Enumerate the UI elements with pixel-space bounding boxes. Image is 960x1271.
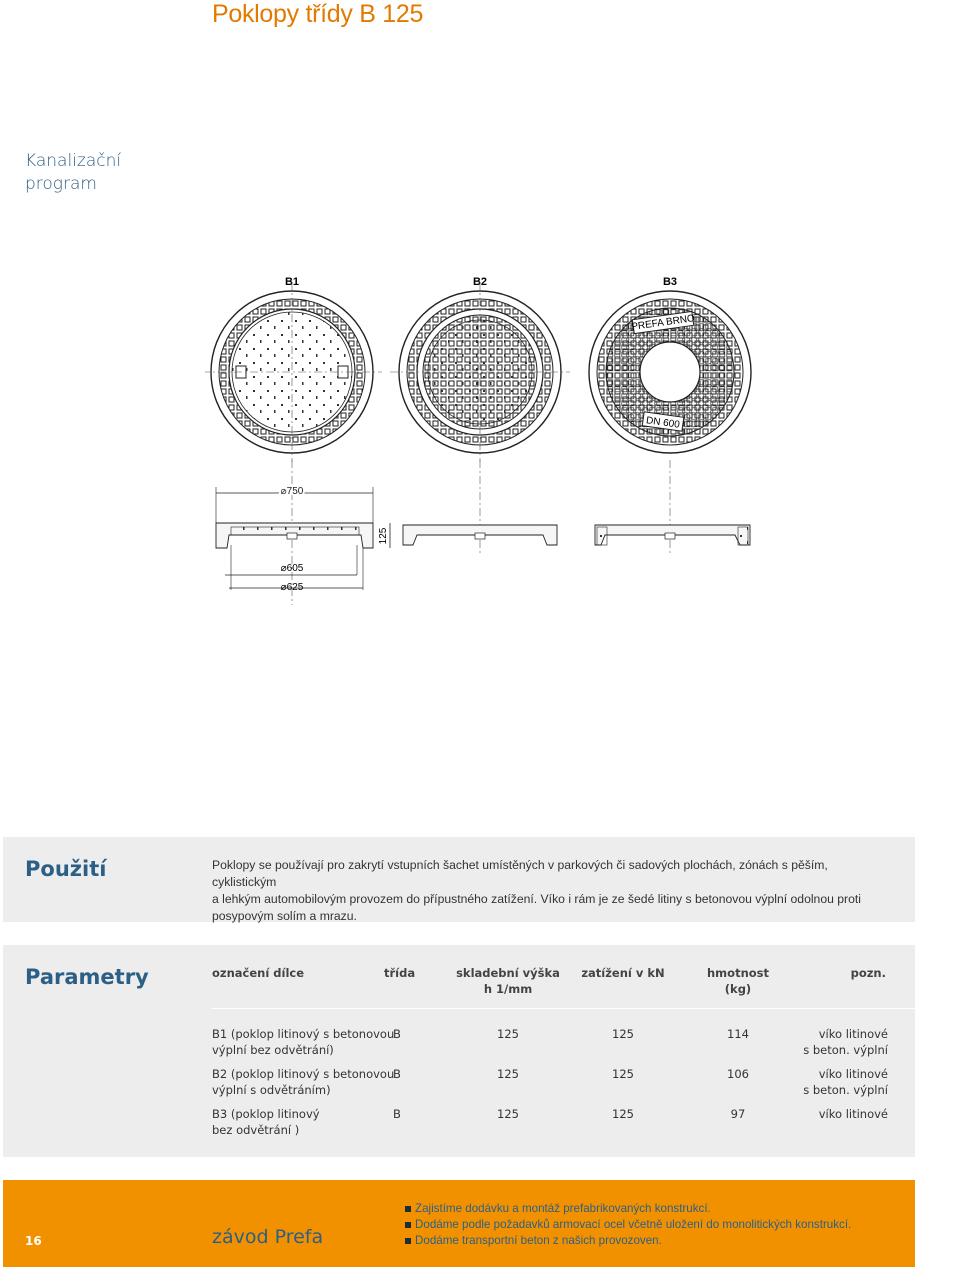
row-name-line1: B2 (poklop litinový s betonovou: [212, 1067, 395, 1081]
col-header-height-line1: skladební výška: [456, 966, 560, 980]
row-note-line2: s beton. výplní: [803, 1043, 888, 1057]
row-weight: 114: [727, 1027, 749, 1041]
technical-drawing: [205, 265, 765, 605]
row-name: [212, 1106, 320, 1138]
label-b3: B3: [662, 276, 678, 288]
row-weight: 106: [727, 1067, 749, 1081]
cover-b1-section: [216, 523, 373, 548]
brand-name: závod Prefa: [212, 1226, 324, 1248]
usage-text-line3: posypovým solím a mrazu.: [212, 909, 357, 923]
dim-750: ⌀750: [280, 486, 304, 497]
dim-625: ⌀625: [280, 582, 304, 593]
usage-heading: Použití: [25, 857, 107, 881]
label-b1: B1: [284, 276, 300, 288]
services-list: [403, 1201, 851, 1249]
row-note: [783, 1106, 888, 1122]
row-name-line2: bez odvětrání ): [212, 1123, 300, 1137]
row-note-line2: s beton. výplní: [803, 1083, 888, 1097]
col-header-designation: označení dílce: [212, 966, 305, 980]
row-load: 125: [612, 1067, 634, 1081]
row-name-line2: výplní s odvětráním): [212, 1083, 331, 1097]
row-note-line1: víko litinové: [818, 1107, 888, 1121]
usage-text: [212, 857, 862, 925]
row-class: B: [393, 1067, 401, 1081]
row-height: 125: [497, 1067, 519, 1081]
row-name-line2: výplní bez odvětrání): [212, 1043, 334, 1057]
cover-b3-section: [595, 525, 750, 545]
cover-text-top: PREFA BRNO: [630, 313, 696, 333]
footer-bar: [3, 1180, 915, 1267]
section-label: [25, 150, 121, 196]
row-name-line1: B3 (poklop litinový: [212, 1107, 320, 1121]
row-height: 125: [497, 1107, 519, 1121]
row-load: 125: [612, 1107, 634, 1121]
col-header-height-line2: h 1/mm: [483, 982, 533, 996]
cover-b2-plan: [390, 282, 570, 462]
row-name: [212, 1026, 394, 1058]
row-class: B: [393, 1107, 401, 1121]
row-name: [212, 1066, 394, 1098]
section-label-line2: program: [25, 174, 97, 194]
usage-text-line1: Poklopy se používají pro zakrytí vstupních šachet umístěných v parkových či sadových plochách, zónách s pěším, cyklistickým: [212, 858, 828, 889]
usage-panel: [3, 837, 915, 922]
list-item: Zajistíme dodávku a montáž prefabrikovaných konstrukcí.: [403, 1201, 851, 1217]
list-item: Dodáme podle požadavků armovací ocel včetně uložení do monolitických konstrukcí.: [403, 1217, 851, 1233]
row-name-line1: B1 (poklop litinový s betonovou: [212, 1027, 395, 1041]
usage-text-line2: a lehkým automobilovým provozem do přípustného zatížení. Víko i rám je ze šedé litiny s betonovou výplní odolnou proti: [212, 892, 861, 906]
row-class: B: [393, 1027, 401, 1041]
row-note: [783, 1026, 888, 1058]
col-header-weight-line2: (kg): [724, 982, 752, 996]
row-note-line1: víko litinové: [818, 1027, 888, 1041]
parameters-panel: [3, 945, 915, 1157]
dim-125: 125: [378, 527, 389, 545]
list-item: Dodáme transportní beton z našich provozoven.: [403, 1233, 851, 1249]
page-number: 16: [25, 1234, 42, 1248]
label-b2: B2: [472, 276, 488, 288]
row-note-line1: víko litinové: [818, 1067, 888, 1081]
cover-text-bottom: DN 600: [645, 415, 681, 431]
row-note: [783, 1066, 888, 1098]
dim-605: ⌀605: [280, 563, 304, 574]
cover-b1-plan: [205, 282, 382, 462]
col-header-height: [448, 965, 568, 997]
col-header-weight-line1: hmotnost: [707, 966, 769, 980]
section-label-line1: Kanalizační: [25, 151, 122, 171]
col-header-note: pozn.: [850, 966, 886, 980]
parameters-heading: Parametry: [25, 965, 149, 989]
cover-b3-plan: [589, 291, 751, 453]
header-separator: [212, 1008, 915, 1009]
row-load: 125: [612, 1027, 634, 1041]
page-title: Poklopy třídy B 125: [212, 0, 424, 28]
row-height: 125: [497, 1027, 519, 1041]
col-header-load: zatížení v kN: [581, 966, 665, 980]
row-weight: 97: [730, 1107, 746, 1121]
col-header-class: třída: [384, 966, 416, 980]
col-header-weight: [693, 965, 783, 997]
